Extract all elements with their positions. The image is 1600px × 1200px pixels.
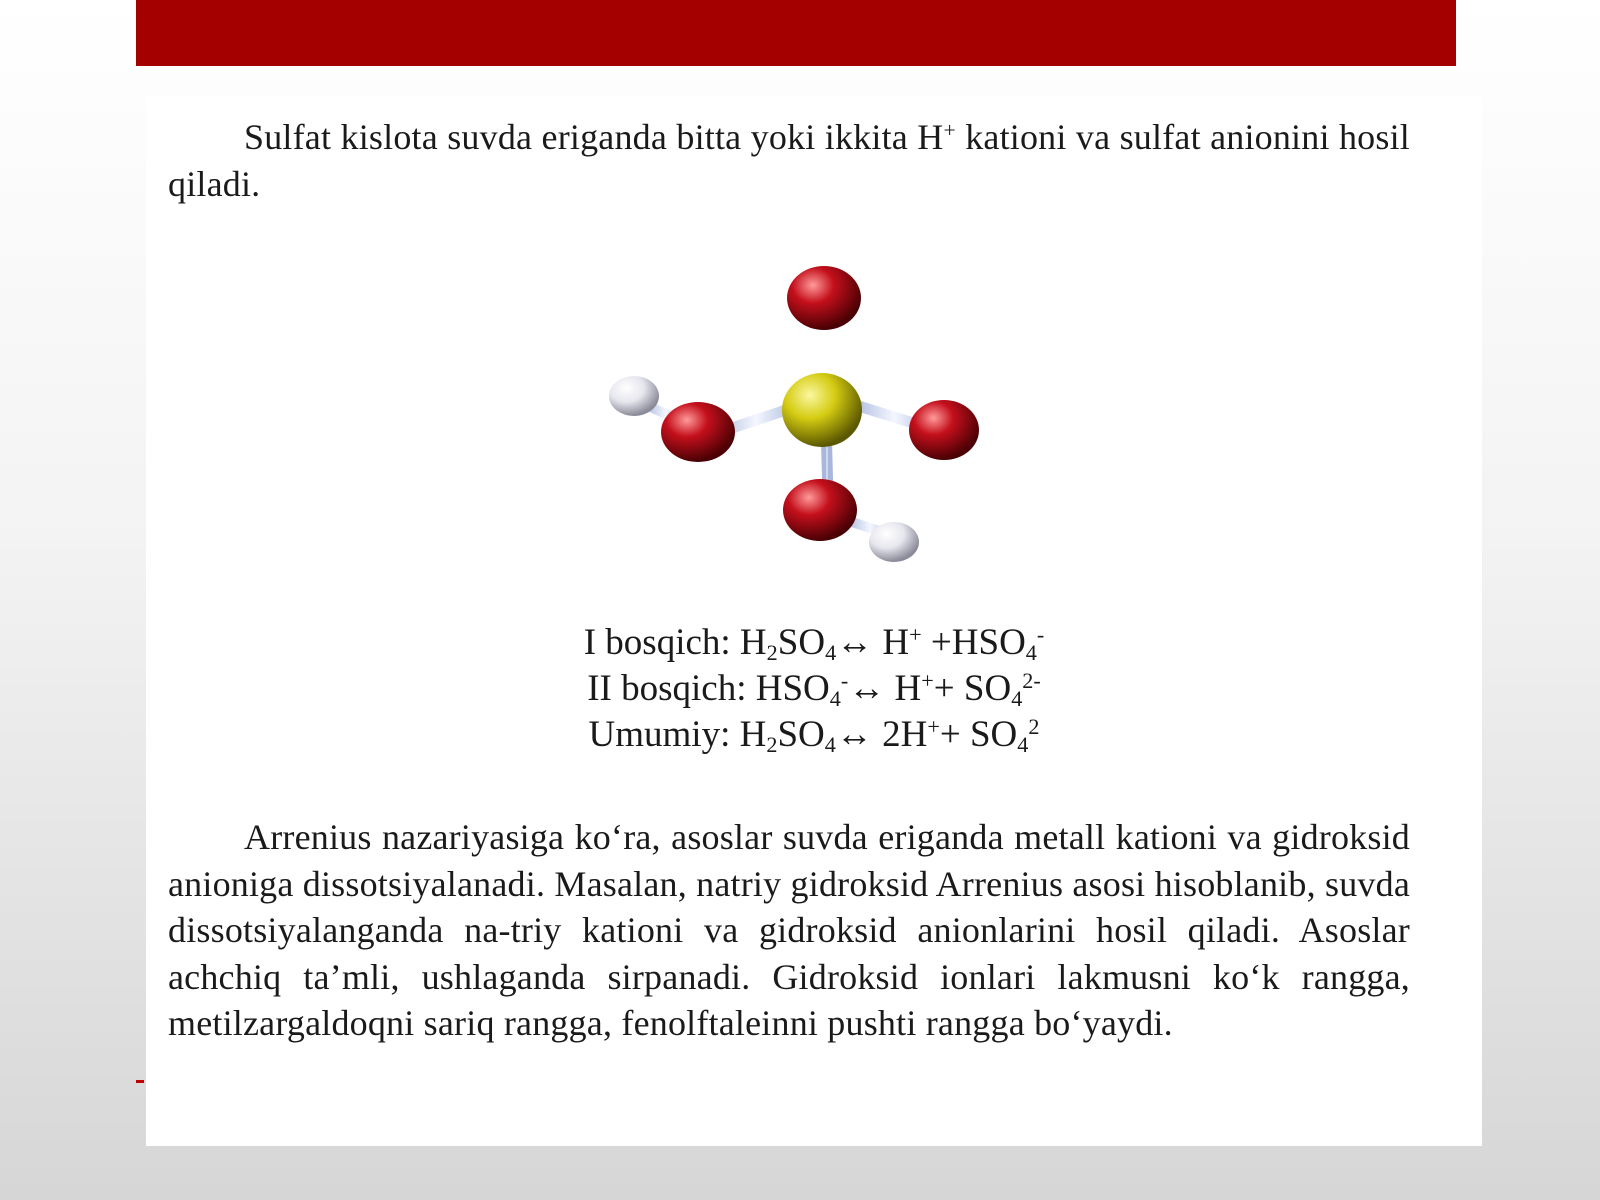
intro-superscript: + [943, 118, 956, 143]
arrhenius-paragraph: Arrenius nazariyasiga ko‘ra, asoslar suvda eriganda metall kationi va gidroksid anioniga dissotsiyalanadi. Masalan, natriy gidroksid Arrenius asosi hisoblanib, suvda dissotsiyalanganda na-triy kationi va gidroksid anionlarini hosil qiladi. Asoslar achchiq ta’mli, ushlaganda sirpanadi. Gidroksid ionlari lakmusni ko‘k rangga, metilzargaldoqni sariq rangga, fenolftaleinni pushti rangga bo‘yaydi. [168, 817, 1410, 1043]
formula-text: + SO [939, 714, 1018, 755]
equation-line-1 [146, 620, 1482, 666]
formula-superscript: - [840, 667, 849, 693]
slide-top-bar [136, 0, 1456, 66]
oxygen-atom-left [661, 402, 735, 462]
formula-subscript: 2 [766, 639, 778, 665]
document-page [146, 96, 1482, 1146]
formula-text: SO [777, 714, 825, 755]
equation-label: Umumiy: [588, 714, 740, 755]
slide-accent-mark [136, 1080, 144, 1083]
equation-line-2 [146, 666, 1482, 712]
formula-superscript: 2- [1022, 667, 1041, 693]
formula-superscript: + [909, 621, 922, 647]
intro-text-after: kationi va sulfat anionini hosil qiladi. [168, 117, 1410, 204]
formula-subscript: 4 [1017, 731, 1029, 757]
hydrogen-atom-left [609, 376, 659, 416]
equation-formula [740, 622, 1044, 663]
formula-subscript: 4 [1011, 685, 1023, 711]
oxygen-atom-top [787, 266, 861, 330]
intro-paragraph [168, 114, 1410, 207]
formula-superscript: 2 [1028, 713, 1040, 739]
formula-text: SO [777, 622, 826, 663]
formula-text: ↔ H [836, 622, 910, 663]
formula-superscript: + [921, 667, 934, 693]
sulfuric-acid-molecule-model [576, 246, 1116, 676]
formula-text: ↔ 2H [835, 714, 928, 755]
formula-subscript: 4 [1025, 639, 1037, 665]
intro-text-before: Sulfat kislota suvda eriganda bitta yoki ikkita H [244, 117, 944, 157]
formula-subscript: 4 [824, 731, 836, 757]
dissociation-equations [146, 620, 1482, 758]
formula-superscript: + [927, 713, 940, 739]
equation-label: II bosqich: [587, 668, 756, 709]
formula-text: H [739, 714, 767, 755]
formula-text: ↔ H [848, 668, 922, 709]
oxygen-atom-bottom [783, 479, 857, 541]
formula-text: HSO [755, 668, 830, 709]
formula-text: +HSO [921, 622, 1026, 663]
equation-formula [740, 714, 1040, 755]
equation-formula [756, 668, 1041, 709]
formula-text: + SO [933, 668, 1012, 709]
formula-subscript: 2 [766, 731, 778, 757]
formula-text: H [739, 622, 767, 663]
equation-line-3 [146, 712, 1482, 758]
hydrogen-atom-bottom [869, 522, 919, 562]
formula-subscript: 4 [825, 639, 837, 665]
oxygen-atom-right [909, 400, 979, 460]
formula-superscript: - [1036, 621, 1045, 647]
equation-label: I bosqich: [583, 622, 740, 663]
sulfur-atom [782, 373, 862, 447]
formula-subscript: 4 [829, 685, 841, 711]
